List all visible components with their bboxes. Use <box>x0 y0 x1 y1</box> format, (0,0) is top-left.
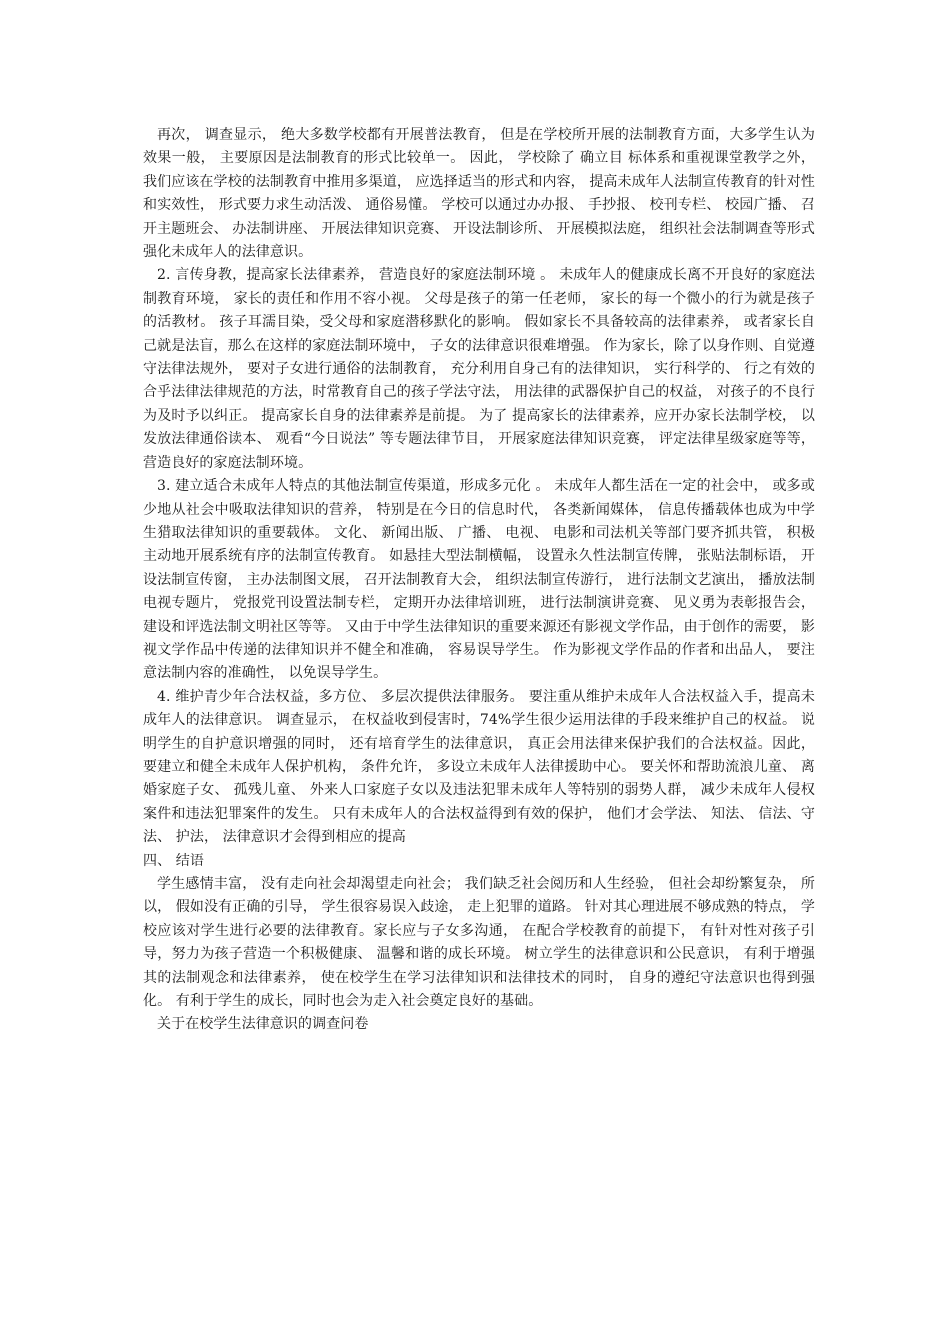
paragraph-school-legal-education: 再次， 调查显示， 绝大多数学校都有开展普法教育， 但是在学校所开展的法制教育方面，大多学生认为效果一般， 主要原因是法制教育的形式比较单一。 因此， 学校除了 确立目 标体系和重视课堂教学之外， 我们应该在学校的法制教育中推用多渠道， 应选择适当的形式和内容， 提高未成年人法制宣传教育的针对性和实效性， 形式要力求生动活泼、 通俗易懂。 学校可以通过办办报、 手抄报、 校刊专栏、 校园广播、 召开主题班会、 办法制讲座、 开展法律知识竞赛、 开设法制诊所、 开展模拟法庭， 组织社会法制调查等形式强化未成年人的法律意识。 <box>143 127 815 261</box>
paragraph-other-channels: 3. 建立适合未成年人特点的其他法制宣传渠道，形成多元化 。 未成年人都生活在一定的社会中， 或多或少地从社会中吸取法律知识的营养， 特别是在今日的信息时代， 各类新闻媒体， 信息传播载体也成为中学生猎取法律知识的重要载体。 文化、 新闻出版、 广播、 电视、 电影和司法机关等部门要齐抓共管， 积极主动地开展系统有序的法制宣传教育。 如悬挂大型法制横幅， 设置永久性法制宣传牌， 张贴法制标语， 开设法制宣传窗， 主办法制图文展， 召开法制教育大会， 组织法制宣传游行， 进行法制文艺演出， 播放法制电视专题片， 党报党刊设置法制专栏， 定期开办法律培训班， 进行法制演讲竞赛、 见义勇为表彰报告会， 建设和评选法制文明社区等等。 又由于中学生法律知识的重要来源还有影视文学作品，由于创作的需要， 影视文学作品中传递的法律知识并不健全和准确， 容易误导学生。 作为影视文学作品的作者和出品人， 要注意法制内容的准确性， 以免误导学生。 <box>143 478 815 682</box>
document-body <box>143 124 815 1037</box>
section-heading-conclusion: 四、 结语 <box>143 852 204 869</box>
paragraph-parent-legal-literacy: 2. 言传身教，提高家长法律素养， 营造良好的家庭法制环境 。 未成年人的健康成长离不开良好的家庭法制教育环境， 家长的责任和作用不容小视。 父母是孩子的第一任老师， 家长的每一个微小的行为就是孩子的活教材。 孩子耳濡目染，受父母和家庭潜移默化的影响。 假如家长不具备较高的法律素养， 或者家长自己就是法盲，那么在这样的家庭法制环境中， 子女的法律意识很难增强。 作为家长，除了以身作则、自觉遵守法律法规外， 要对子女进行通俗的法制教育， 充分利用自身己有的法律知识， 实行科学的、 行之有效的合乎法律法律规范的方法，时常教育自己的孩子学法守法， 用法律的武器保护自己的权益， 对孩子的不良行为及时予以纠正。 提高家长自身的法律素养是前提。 为了 提高家长的法律素养，应开办家长法制学校， 以发放法律通俗读本、 观看“今日说法” 等专题法律节目， 开展家庭法律知识竞赛， 评定法律星级家庭等等， 营造良好的家庭法制环境。 <box>143 267 815 471</box>
paragraph-protect-rights: 4. 维护青少年合法权益，多方位、 多层次提供法律服务。 要注重从维护未成年人合法权益入手，提高未成年人的法律意识。 调查显示， 在权益收到侵害时，74%学生很少运用法律的手段来维护自己的权益。 说明学生的自护意识增强的同时， 还有培育学生的法律意识， 真正会用法律来保护我们的合法权益。因此， 要建立和健全未成年人保护机构， 条件允许， 多设立未成年人法律援助中心。 要关怀和帮助流浪儿童、 离婚家庭子女、 孤残儿童、 外来人口家庭子女以及违法犯罪未成年人等特别的弱势人群， 减少未成年人侵权案件和违法犯罪案件的发生。 只有未成年人的合法权益得到有效的保护， 他们才会学法、 知法、 信法、守法、 护法， 法律意识才会得到相应的提高 <box>143 688 815 846</box>
paragraph-conclusion: 学生感情丰富， 没有走向社会却渴望走向社会； 我们缺乏社会阅历和人生经验， 但社会却纷繁复杂， 所以， 假如没有正确的引导， 学生很容易误入歧途， 走上犯罪的道路。 针对其心理进展不够成熟的特点， 学校应该对学生进行必要的法律教育。家长应与子女多沟通， 在配合学校教育的前提下， 有针对性对孩子引导，努力为孩子营造一个积极健康、 温馨和谐的成长环境。 树立学生的法律意识和公民意识， 有利于增强其的法制观念和法律素养， 使在校学生在学习法律知识和法律技术的同时， 自身的遵纪守法意识也得到强化。 有利于学生的成长，同时也会为走入社会奠定良好的基础。 <box>143 876 815 1010</box>
survey-title-line: 关于在校学生法律意识的调查问卷 <box>157 1016 369 1033</box>
